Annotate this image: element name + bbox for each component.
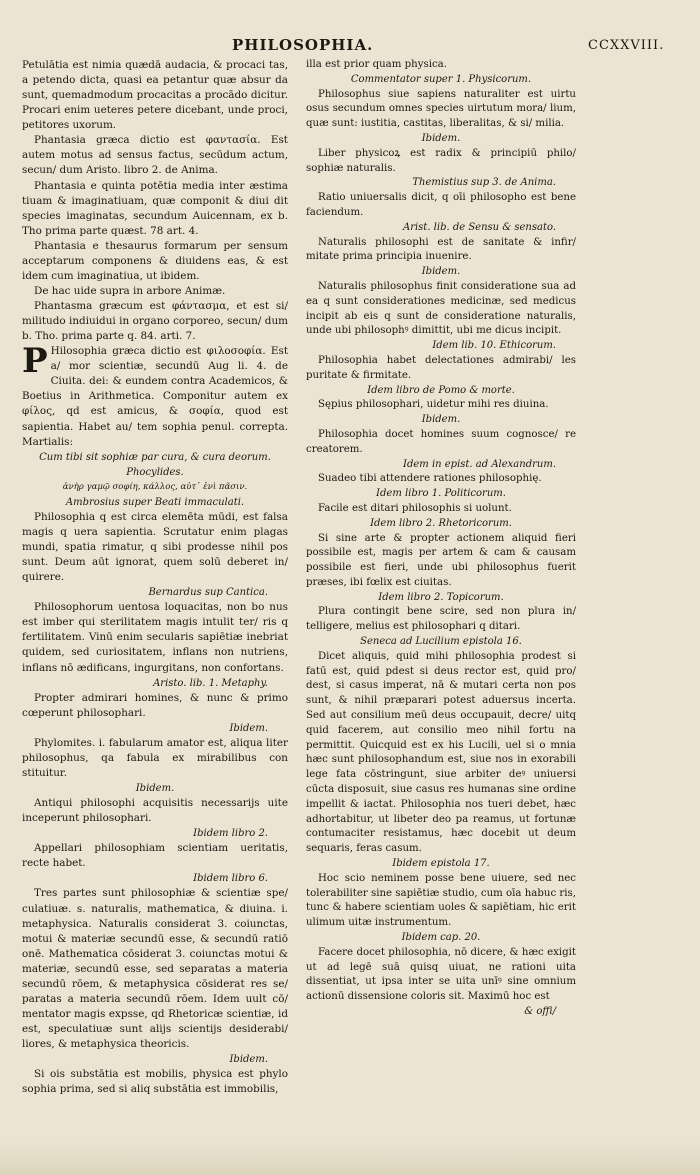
page-edge	[0, 1140, 700, 1175]
paragraph: Hoc scio neminem posse bene uiuere, sed nec tolerabiliter sine sapiētiæ studio, cum oīa habuc ris, tunc & habere scientiam uoles & sapiētiam, hic erit ulimum uitæ instrumentum.	[306, 872, 576, 929]
paragraph: Phantasia græca dictio est φαντασία. Est autem motus ad sensus factus, secūdum actum, secun/ dum Aristo. libro 2. de Anima.	[22, 134, 288, 177]
right-column	[306, 58, 576, 1020]
paragraph-text: Hilosophia græca dictio est φιλοσοφία. Est a/ mor scientiæ, secundū Aug li. 4. de Ciuita. dei: & eundem contra Academicos, & Boetius in Arithmetica. Componitur autem ex φίλος, qd est amicus, & σοφία, quod est sapientia. Habet au/ tem sophia penul. correpta. Martialis:	[22, 345, 288, 448]
source-citation: Ibidem libro 6.	[193, 873, 268, 885]
paragraph: Philosophus siue sapiens naturaliter est uirtu osus secundum omnes species uirtutum mora/ lium, quæ sunt: iustitia, castitas, liberalitas, & si/ milia.	[306, 88, 576, 130]
paragraph: Petulātia est nimia quædā audacia, & procaci tas, a petendo dicta, quasi ea petantur quæ absur da sunt, quemadmodum procacitas a procādo dicitur. Procari enim ueteres petere dicebant, unde proci, petitores uxorum.	[22, 59, 288, 132]
paragraph: Dicet aliquis, quid mihi philosophia prodest si fatū est, quid pdest si deus rector est, quid pro/ dest, si casus imperat, nā & mutari certa non pos sunt, & nihil præparari potest aduersus incerta. Sed aut consilium meū deus occupauit, decre/ uitq quid facerem, aut consilio meo nihil fortu na permittit. Quicquid est ex his Lucili, uel si o mnia hæc sunt philosophandum est, siue nos in exorabili lege fata cōstringunt, siue arbiter deꝰ uniuersi cūcta disposuit, siue casus res humanas sine ordine impellit & iactat. Philosophia nos tueri debet, hæc adhortabitur, ut libeter deo pa reamus, ut fortunæ contumaciter resistamus, hæc docebit ut deum sequaris, feras casum.	[306, 650, 576, 855]
source-citation: Ibidem.	[421, 266, 461, 278]
source-citation: & offi/	[524, 1006, 556, 1017]
source-citation: Ibidem epistola 17.	[392, 858, 490, 870]
paragraph: Si sine arte & propter actionem aliquid fieri possibile est, magis per artem & cam & causam possibile est fieri, unde ubi philosophus fuerit præses, ibi fœlix est ciuitas.	[306, 532, 576, 588]
paragraph: Philosophia q est circa elemēta mūdi, est falsa magis q uera sapientia. Scrutatur enim plagas mundi, spatia rimatur, q sibi prodesse nihil pos sunt. Deum aūt ignorat, quem solū deberet in/ quirere.	[22, 510, 288, 584]
source-citation: Bernardus sup Cantica.	[148, 587, 268, 599]
source-citation: Idem lib. 10. Ethicorum.	[432, 340, 556, 352]
drop-cap: P	[22, 341, 48, 382]
left-column	[22, 58, 288, 1097]
paragraph: Philosophia docet homines suum cognosce/ re creatorem.	[306, 428, 576, 455]
source-citation: Idem libro 2. Rhetoricorum.	[370, 517, 512, 529]
source-citation: Idem libro 2. Topicorum.	[378, 591, 504, 603]
source-citation: Ibidem cap. 20.	[401, 932, 481, 944]
paragraph: Phantasia e quinta potētia media inter æstima tiuam & imaginatiuam, quæ componit & diui dit species imaginatas, secundum Auicennam, ex b. Tho prima parte quæst. 78 art. 4.	[22, 179, 288, 237]
source-citation: Commentator super 1. Physicorum.	[350, 73, 532, 85]
source-citation: Aristo. lib. 1. Metaphy.	[153, 677, 268, 689]
paragraph: Antiqui philosophi acquisitis necessarijs uite inceperunt philosophari.	[22, 797, 288, 825]
source-citation: Ibidem.	[421, 132, 461, 144]
paragraph: Tres partes sunt philosophiæ & scientiæ spe/ culatiuæ. s. naturalis, mathematica, & diuina. i. metaphysica. Naturalis considerat 3. coiunctas, motui & materiæ secundū esse, & secundū ratiō onē. Mathematica cōsiderat 3. coiunctas motui & materiæ, secundū esse, sed separatas a materia secundū rōem, & metaphysica cōsiderat res se/ paratas a materia secundū rōem. Idem uult cō/ mentator magis expsse, qd Rhetoricæ scientiæ, id est, speculatiuæ sunt alijs scientijs desiderabi/ liores, & metaphysica theoricis.	[22, 887, 288, 1051]
paragraph: Propter admirari homines, & nunc & primo cœperunt philosophari.	[22, 691, 288, 719]
source-citation: Ambrosius super Beati immaculati.	[65, 496, 245, 508]
paragraph: Phantasma græcum est φάντασμα, et est si/ militudo indiuidui in organo corporeo, secun/ dum b. Tho. prima parte q. 84. arti. 7.	[22, 300, 288, 343]
paragraph: Phantasia e thesaurus formarum per sensum acceptarum componens & diuidens eas, & est idem cum imaginatiua, ut ibidem.	[22, 239, 288, 282]
source-citation: Idem in epist. ad Alexandrum.	[403, 458, 556, 470]
paragraph: illa est prior quam physica.	[306, 59, 447, 70]
paragraph: Naturalis philosophus finit consideratione sua ad ea q sunt considerationes medicinæ, sed medicus incipit ab eis q sunt de consideratione naturalis, unde ubi philosophꝰ dimittit, ubi me dicus incipit.	[306, 280, 576, 337]
paragraph: Naturalis philosophi est de sanitate & infir/ mitate prima principia inuenire.	[306, 236, 576, 263]
paragraph: Ratio uniuersalis dicit, q oīi philosopho est bene faciendum.	[306, 192, 576, 218]
folio-number: CCXXVIII.	[588, 38, 665, 53]
paragraph: Philosophorum uentosa loquacitas, non bo nus est imber qui sterilitatem magis intulit ter/ ris q fertilitatem. Vinū enim secularis sapiētiæ inebriat quidem, sed curiositatem, inflans non nutriens, inflans nō ædificans, ingurgitans, non confortans.	[22, 601, 288, 674]
source-citation: Cum tibi sit sophiæ par cura, & cura deorum.	[39, 451, 271, 463]
source-citation: Idem libro de Pomo & morte.	[367, 384, 515, 396]
source-citation: Themistius sup 3. de Anima.	[412, 177, 556, 189]
paragraph: Si ois substātia est mobilis, physica est phylo sophia prima, sed si aliq substātia est immobilis,	[22, 1068, 288, 1096]
greek-verse: ἀνὴρ γαμῷ σοφίη, κάλλος, αὐτ᾽ ἐνὶ πᾶσιν.	[62, 481, 248, 492]
source-citation: Arist. lib. de Sensu & sensato.	[402, 221, 556, 233]
source-citation: Ibidem.	[421, 414, 461, 426]
paragraph: Facile est ditari philosophis si uolunt.	[318, 502, 512, 514]
source-citation: Ibidem.	[229, 1054, 268, 1066]
source-citation: Ibidem libro 2.	[193, 828, 268, 840]
paragraph: Sępius philosophari, uidetur mihi res diuina.	[318, 399, 549, 411]
paragraph-with-dropcap	[22, 341, 288, 449]
source-citation: Ibidem.	[229, 722, 268, 734]
running-head: PHILOSOPHIA.	[232, 36, 374, 54]
paragraph: Phylomites. i. fabularum amator est, aliqua liter philosophus, qa fabula ex mirabilibus con stituitur.	[22, 736, 288, 779]
paragraph: Facere docet philosophia, nō dicere, & hæc exigit ut ad legē suā quisq uiuat, ne rationi uita dissentiat, ut ipsa inter se uita unīꝰ sine omnium actionū dissensione coloris sit. Maximū hoc est	[306, 946, 576, 1003]
source-citation: Idem libro 1. Politicorum.	[376, 488, 506, 500]
paragraph: De hac uide supra in arbore Animæ.	[34, 284, 226, 297]
paragraph: Liber physicoꝝ est radix & principiū philo/ sophiæ naturalis.	[306, 147, 576, 174]
paragraph: Suadeo tibi attendere rationes philosophię.	[318, 473, 542, 485]
source-citation: Phocylides.	[126, 466, 184, 478]
paragraph: Appellari philosophiam scientiam ueritatis, recte habet.	[22, 842, 288, 870]
source-citation: Seneca ad Lucilium epistola 16.	[360, 636, 522, 648]
paragraph: Plura contingit bene scire, sed non plura in/ telligere, melius est philosophari q ditari.	[306, 606, 576, 633]
paragraph: Philosophia habet delectationes admirabi/ les puritate & firmitate.	[306, 354, 576, 381]
source-citation: Ibidem.	[135, 783, 175, 794]
